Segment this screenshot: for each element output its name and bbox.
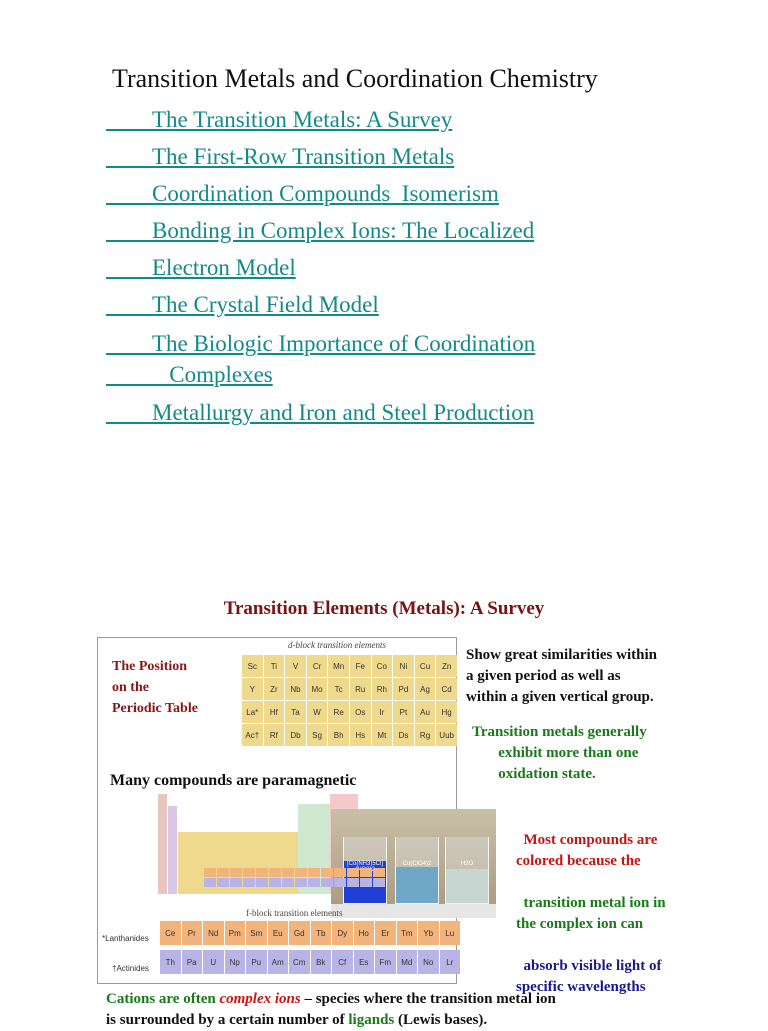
fblock-mini-cell bbox=[217, 868, 229, 877]
fblock-mini-cell bbox=[360, 868, 372, 877]
fblock-caption: f-block transition elements bbox=[246, 908, 343, 918]
fblock-mini-cell bbox=[243, 868, 255, 877]
paramagnetic-text: Many compounds are paramagnetic bbox=[110, 772, 357, 789]
colored-text bbox=[516, 809, 666, 998]
dblock-grid bbox=[242, 655, 457, 746]
actinide-cell: Pu bbox=[246, 950, 267, 974]
fblock-mini-cell bbox=[217, 878, 229, 887]
element-cell: Hg bbox=[436, 701, 457, 723]
element-cell: Pd bbox=[393, 678, 414, 700]
actinide-cell: Th bbox=[160, 950, 181, 974]
element-cell: Cr bbox=[307, 655, 328, 677]
element-cell: Mt bbox=[372, 724, 393, 746]
element-cell: Zn bbox=[436, 655, 457, 677]
fblock-mini-cell bbox=[269, 868, 281, 877]
oxidation-text: Transition metals generally exhibit more than one oxidation state. bbox=[472, 724, 647, 782]
colored-blue: absorb visible light of specific wavelengths bbox=[516, 958, 662, 995]
toc-link-biologic[interactable]: The Biologic Importance of Coordination Complexes bbox=[152, 331, 536, 387]
element-cell: Cd bbox=[436, 678, 457, 700]
actinide-cell: Lr bbox=[440, 950, 461, 974]
actinide-cell: No bbox=[418, 950, 439, 974]
beaker-3: H2O bbox=[445, 837, 489, 904]
toc-link-crystal-field[interactable]: The Crystal Field Model bbox=[106, 292, 379, 317]
actinide-cell: U bbox=[203, 950, 224, 974]
beaker-photo bbox=[331, 809, 496, 918]
toc-link-survey[interactable]: The Transition Metals: A Survey bbox=[106, 107, 453, 132]
fblock-mini-cell bbox=[230, 868, 242, 877]
element-cell: Fe bbox=[350, 655, 371, 677]
element-cell: Ac† bbox=[242, 724, 263, 746]
fblock-mini-cell bbox=[334, 878, 346, 887]
actinides-label: †Actinides bbox=[112, 964, 149, 973]
element-cell: V bbox=[285, 655, 306, 677]
element-cell: Cu bbox=[415, 655, 436, 677]
actinide-cell: Es bbox=[354, 950, 375, 974]
lanthanide-cell: Ho bbox=[354, 921, 375, 945]
toc-link-bonding[interactable]: Bonding in Complex Ions: The Localized bbox=[106, 218, 535, 243]
cations-text: Cations are often complex ions – species where the transition metal ion is surrounded by a certain number of ligands (Lewis bases). bbox=[106, 991, 556, 1028]
actinide-cell: Cm bbox=[289, 950, 310, 974]
element-cell: Ru bbox=[350, 678, 371, 700]
element-cell: La* bbox=[242, 701, 263, 723]
element-cell: Tc bbox=[328, 678, 349, 700]
element-cell: Ag bbox=[415, 678, 436, 700]
table-of-contents bbox=[106, 106, 626, 436]
fblock-mini-cell bbox=[282, 868, 294, 877]
lanthanides-label: *Lanthanides bbox=[102, 934, 149, 943]
lanthanide-cell: Sm bbox=[246, 921, 267, 945]
element-cell: Co bbox=[372, 655, 393, 677]
fblock-mini-cell bbox=[360, 878, 372, 887]
lanthanide-cell: Yb bbox=[418, 921, 439, 945]
element-cell: Ti bbox=[264, 655, 285, 677]
element-cell: Sc bbox=[242, 655, 263, 677]
beaker-1: [Co(NH3)5Cl] bbox=[343, 837, 387, 904]
fblock-mini-cell bbox=[321, 878, 333, 887]
lanthanide-cell: Tm bbox=[397, 921, 418, 945]
actinide-cell: Am bbox=[268, 950, 289, 974]
fblock-mini-cell bbox=[230, 878, 242, 887]
beaker-2: Cu(ClO4)2 bbox=[395, 837, 439, 904]
element-cell: Au bbox=[415, 701, 436, 723]
element-cell: Ni bbox=[393, 655, 414, 677]
element-cell: Uub bbox=[436, 724, 457, 746]
element-cell: Hf bbox=[264, 701, 285, 723]
lanthanide-cell: Ce bbox=[160, 921, 181, 945]
element-cell: Rg bbox=[415, 724, 436, 746]
element-cell: Ta bbox=[285, 701, 306, 723]
element-cell: Os bbox=[350, 701, 371, 723]
element-cell: Y bbox=[242, 678, 263, 700]
colored-red: Most compounds are colored because the bbox=[516, 832, 658, 869]
fblock-mini-cell bbox=[282, 878, 294, 887]
fblock-mini-cell bbox=[321, 868, 333, 877]
fblock-mini-cell bbox=[204, 868, 216, 877]
slide-title: Transition Elements (Metals): A Survey bbox=[223, 598, 545, 619]
lanthanide-cell: Tb bbox=[311, 921, 332, 945]
lanthanide-cell: Lu bbox=[440, 921, 461, 945]
fblock-mini-cell bbox=[347, 868, 359, 877]
element-cell: Bh bbox=[328, 724, 349, 746]
actinides-row bbox=[160, 950, 460, 974]
fblock-mini-cell bbox=[204, 878, 216, 887]
dblock-caption: d-block transition elements bbox=[288, 640, 386, 650]
element-cell: Zr bbox=[264, 678, 285, 700]
element-cell: Rf bbox=[264, 724, 285, 746]
fblock-mini-cell bbox=[243, 878, 255, 887]
periodic-table-figure bbox=[97, 637, 474, 984]
lanthanide-cell: Dy bbox=[332, 921, 353, 945]
element-cell: Db bbox=[285, 724, 306, 746]
doc-title: Transition Metals and Coordination Chemistry bbox=[112, 64, 598, 93]
fblock-mini-cell bbox=[295, 878, 307, 887]
element-cell: Pt bbox=[393, 701, 414, 723]
actinide-cell: Md bbox=[397, 950, 418, 974]
element-cell: Rh bbox=[372, 678, 393, 700]
lanthanide-cell: Nd bbox=[203, 921, 224, 945]
colored-green: transition metal ion in the complex ion can bbox=[516, 895, 666, 932]
fblock-mini-cell bbox=[308, 878, 320, 887]
element-cell: Sg bbox=[307, 724, 328, 746]
lanthanide-cell: Pm bbox=[225, 921, 246, 945]
element-cell: Nb bbox=[285, 678, 306, 700]
actinide-cell: Cf bbox=[332, 950, 353, 974]
element-cell: Re bbox=[328, 701, 349, 723]
fblock-mini-cell bbox=[373, 878, 385, 887]
toc-link-electron-model[interactable]: Electron Model bbox=[106, 255, 296, 280]
lanthanide-cell: Eu bbox=[268, 921, 289, 945]
lanthanides-row bbox=[160, 921, 460, 945]
fblock-strip bbox=[204, 868, 385, 887]
actinide-cell: Bk bbox=[311, 950, 332, 974]
actinide-cell: Pa bbox=[182, 950, 203, 974]
element-cell: Mo bbox=[307, 678, 328, 700]
fblock-mini-cell bbox=[334, 868, 346, 877]
similarities-text: Show great similarities within a given period as well as within a given vertical group. bbox=[466, 647, 657, 705]
fblock-mini-cell bbox=[256, 878, 268, 887]
element-cell: W bbox=[307, 701, 328, 723]
fblock-mini-cell bbox=[295, 868, 307, 877]
lanthanide-cell: Gd bbox=[289, 921, 310, 945]
actinide-cell: Fm bbox=[375, 950, 396, 974]
fblock-mini-cell bbox=[347, 878, 359, 887]
element-cell: Ir bbox=[372, 701, 393, 723]
toc-link-first-row[interactable]: The First-Row Transition Metals bbox=[106, 144, 455, 169]
lanthanide-cell: Pr bbox=[182, 921, 203, 945]
fblock-mini-cell bbox=[256, 868, 268, 877]
element-cell: Hs bbox=[350, 724, 371, 746]
fblock-mini-cell bbox=[269, 878, 281, 887]
fblock-mini-cell bbox=[308, 868, 320, 877]
toc-link-coordination[interactable]: Coordination Compounds Isomerism bbox=[106, 181, 499, 206]
toc-link-metallurgy[interactable]: Metallurgy and Iron and Steel Production bbox=[106, 400, 535, 425]
lanthanide-cell: Er bbox=[375, 921, 396, 945]
fblock-mini-cell bbox=[373, 868, 385, 877]
actinide-cell: Np bbox=[225, 950, 246, 974]
position-label: The Position on the Periodic Table bbox=[112, 659, 198, 716]
element-cell: Ds bbox=[393, 724, 414, 746]
element-cell: Mn bbox=[328, 655, 349, 677]
